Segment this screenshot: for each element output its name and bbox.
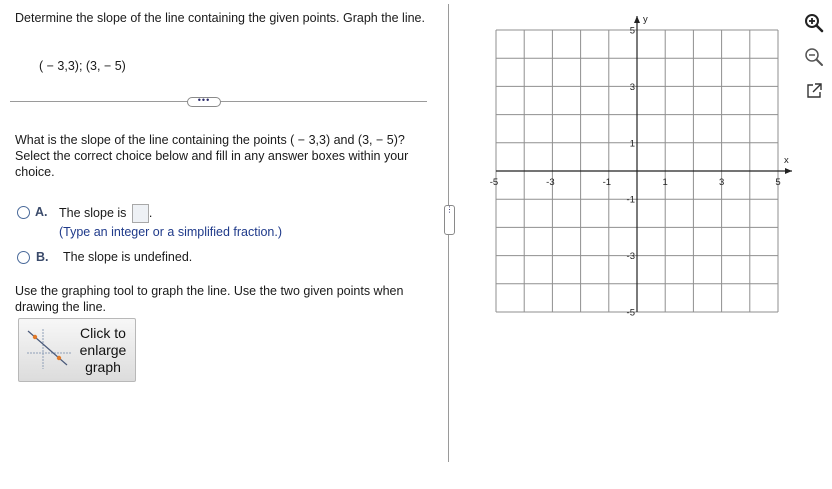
popout-icon[interactable] [803, 80, 825, 102]
y-axis-label: y [643, 14, 648, 25]
choice-a-letter: A. [35, 205, 48, 219]
x-axis-arrow [785, 168, 792, 174]
enlarge-graph-button[interactable] [18, 318, 136, 382]
x-tick-label: 3 [718, 177, 725, 188]
choice-b-radio[interactable] [17, 251, 30, 264]
x-tick-label: -1 [602, 177, 612, 188]
choice-a-hint: (Type an integer or a simplified fraction.) [59, 225, 283, 239]
y-tick-label: -1 [626, 194, 635, 206]
sub-question: What is the slope of the line containing the points ( − 3,3) and (3, − 5)? Select the correct choice below and fill in any answer boxes within your choice. [15, 133, 409, 179]
zoom-out-icon[interactable] [803, 46, 825, 68]
enlarge-graph-label: Click to enlarge graph [79, 325, 127, 375]
coordinate-graph[interactable] [488, 12, 798, 322]
x-tick-labels [490, 177, 781, 188]
choice-a-prefix: The slope is [59, 206, 127, 220]
x-tick-label: 1 [662, 177, 668, 188]
choice-b-letter: B. [36, 250, 49, 264]
slope-answer-box[interactable] [132, 204, 149, 223]
choice-a-radio[interactable] [17, 206, 30, 219]
x-axis-label: x [784, 155, 789, 166]
x-tick-label: 5 [775, 177, 781, 188]
y-tick-label: -3 [626, 251, 635, 263]
choice-a-suffix: . [148, 206, 153, 220]
y-tick-labels [627, 26, 635, 319]
given-points: ( − 3,3); (3, − 5) [39, 59, 126, 73]
choice-a-line [59, 203, 152, 223]
graph-axes [496, 16, 792, 312]
y-tick-label: 5 [629, 25, 635, 37]
question-prompt: Determine the slope of the line containing the given points. Graph the line. [15, 11, 425, 25]
y-tick-label: 3 [629, 81, 635, 93]
graph-instruction: Use the graphing tool to graph the line. Use the two given points when drawing the line. [15, 284, 404, 314]
y-axis-arrow [634, 16, 640, 23]
graph-thumbnail-icon [25, 327, 73, 371]
x-tick-label: -5 [489, 177, 499, 188]
pane-resize-handle[interactable]: ⋮ [444, 205, 455, 235]
zoom-in-icon[interactable] [803, 12, 825, 34]
y-tick-label: 1 [629, 138, 635, 150]
y-tick-label: -5 [626, 307, 635, 319]
divider-toggle-button[interactable]: ••• [187, 97, 221, 107]
choice-b-text: The slope is undefined. [63, 250, 193, 264]
x-tick-label: -3 [546, 177, 555, 188]
